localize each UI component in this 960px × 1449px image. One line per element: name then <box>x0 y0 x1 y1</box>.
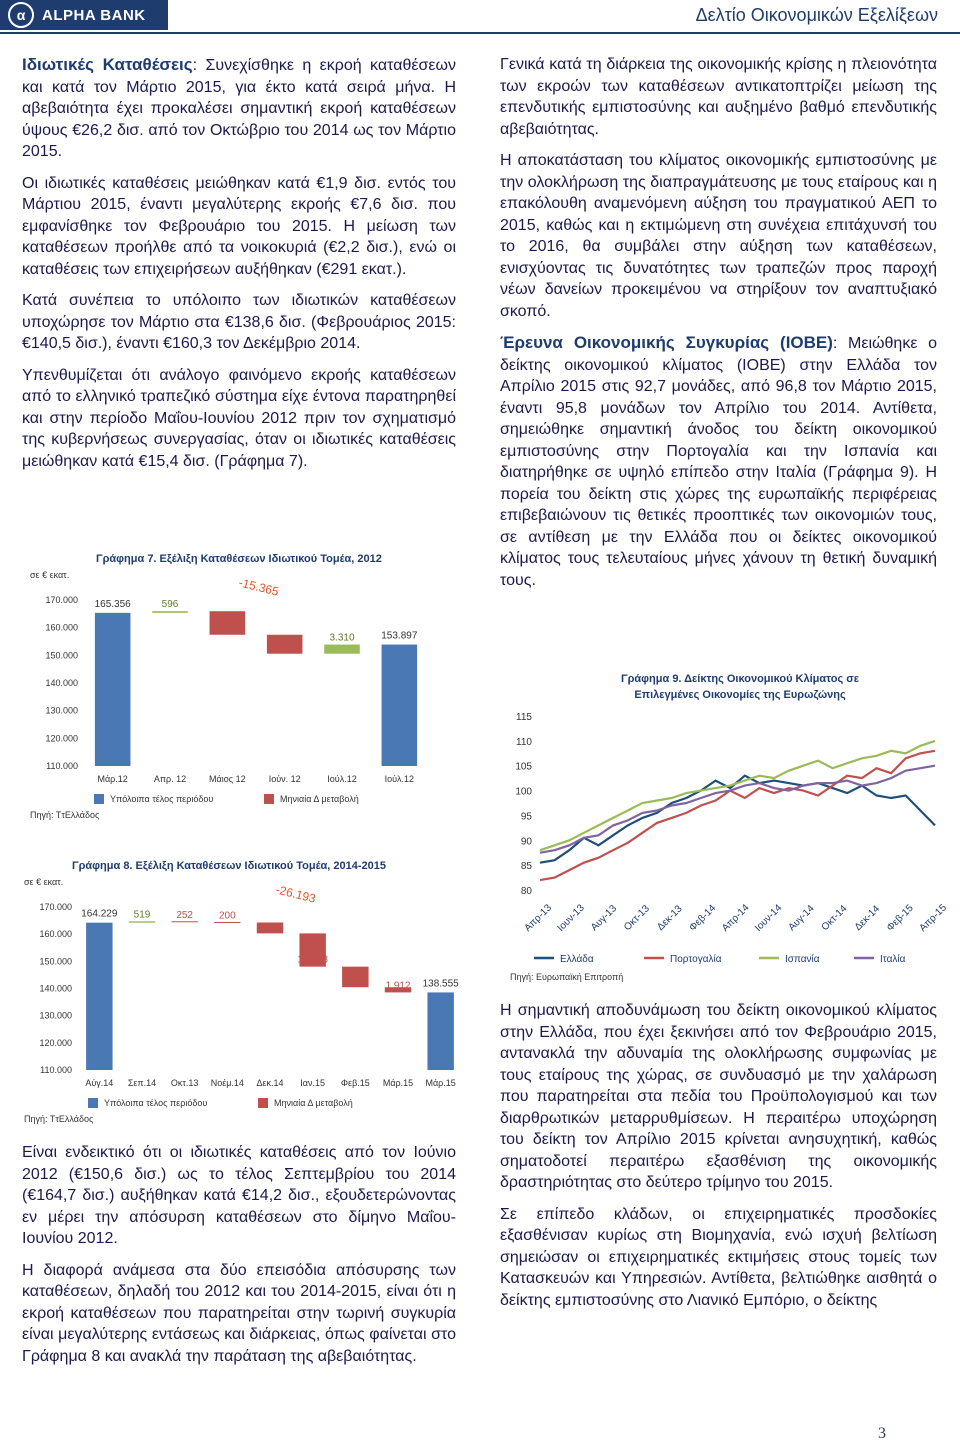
y-tick-label: 100 <box>515 786 532 798</box>
section-heading: Έρευνα Οικονομικής Συγκυρίας (ΙΟΒΕ) <box>500 333 833 352</box>
economic-climate-chart <box>500 668 950 993</box>
deposits-2012-chart <box>28 548 468 838</box>
paragraph <box>22 54 456 163</box>
x-tick-label: Μάρ.12 <box>97 774 128 784</box>
header-divider <box>0 32 960 34</box>
source-label: Πηγή: Ευρωπαϊκή Επιτροπή <box>510 972 624 982</box>
right-column <box>500 54 937 601</box>
x-tick-label: Ιούλ.12 <box>384 774 415 784</box>
paragraph: Η αποκατάσταση του κλίματος οικονομικής εμπιστοσύνης με την ολοκλήρωση της διαπραγμάτευσης με τους εταίρους και η επακόλουθη αναμενόμενη αύξηση του πραγματικού ΑΕΠ το 2015, καθώς και η εκτιμώμενη στη συνέχεια επιτάχυνσή του το 2016, θα συμβάλει στην αύξηση των καταθέσεων, ενισχύοντας τις δυνατότητες των τραπεζών προς παροχή νέων δανείων προκειμένου να στηρίξουν τον αναπτυξιακό σκοπό. <box>500 152 937 320</box>
unit-label: σε € εκατ. <box>24 877 64 887</box>
y-tick-label: 85 <box>520 861 532 873</box>
data-label: 8.514 <box>214 622 240 634</box>
data-label: 165.356 <box>94 598 131 610</box>
y-tick-label: 160.000 <box>39 929 72 940</box>
x-tick-label: Ιουν-13 <box>555 902 587 934</box>
bulletin-title: Δελτίο Οικονομικών Εξελίξεων <box>695 5 938 25</box>
source-label: Πηγή: ΤτΕλλάδος <box>30 810 100 820</box>
y-tick-label: 90 <box>520 836 532 848</box>
bar-delta <box>171 921 197 922</box>
x-tick-label: Ιούλ.12 <box>327 774 357 784</box>
chart-title: Επιλεγμένες Οικονομίες της Ευρωζώνης <box>634 689 846 701</box>
y-tick-label: 160.000 <box>45 622 78 633</box>
chart-title: Γράφημα 9. Δείκτης Οικονομικού Κλίματος σε <box>621 673 859 685</box>
data-label: 7.574 <box>342 975 368 987</box>
y-tick-label: 140.000 <box>45 678 78 688</box>
x-tick-label: Απρ-13 <box>522 902 555 935</box>
legend-label: Μηνιαία Δ μεταβολή <box>280 794 359 804</box>
x-tick-label: Αυγ-13 <box>589 903 620 934</box>
paragraph <box>500 332 937 591</box>
page-number: 3 <box>878 1425 886 1442</box>
y-tick-label: 110.000 <box>40 1065 72 1075</box>
bar-delta <box>129 921 155 922</box>
x-tick-label: Μάρ.15 <box>382 1078 414 1088</box>
y-tick-label: 130.000 <box>39 1010 72 1021</box>
y-tick-label: 150.000 <box>45 650 78 661</box>
x-tick-label: Οκτ-13 <box>622 903 652 934</box>
series-line <box>540 766 935 853</box>
x-tick-label: Ιουν-14 <box>752 902 785 934</box>
x-tick-label: Νοέμ.14 <box>210 1078 244 1088</box>
y-tick-label: 110.000 <box>46 761 78 771</box>
paragraph: Γενικά κατά τη διάρκεια της οικονομικής κρίσης η πλειονότητα των εκροών των καταθέσεων αντικατοπτρίζει μείωση της επενδυτικής εμπιστοσύνης και αυξημένο βαθμό επενδυτικής αβεβαιότητας. <box>500 56 937 138</box>
paragraph: Η σημαντική αποδυνάμωση του δείκτη οικονομικού κλίματος στην Ελλάδα, που έχει ξεκινήσει από τον Φεβρουάριο 2015, αντανακλά την αδυναμία της ολοκλήρωσης συμφωνίας με τους εταίρους της χώρας, σε συνδυασμό με την χαλάρωση που παρατηρείται στα πεδία του Προϋπολογισμού και των διαρθρωτικών μεταρρυθμίσεων. Η περαιτέρω υποχώρηση του δείκτη τον Απρίλιο 2015 κρίνεται ανησυχητική, καθώς σηματοδοτεί περαιτέρω εξασθένιση της οικονομικής δραστηριότητας στο δεύτερο τρίμηνο του 2015. <box>500 1002 937 1191</box>
bar-delta <box>152 611 188 613</box>
page-header <box>0 0 960 34</box>
y-tick-label: 130.000 <box>45 705 78 716</box>
paragraph: Κατά συνέπεια το υπόλοιπο των ιδιωτικών καταθέσεων υποχώρησε τον Μάρτιο στα €138,6 δισ. (Φεβρουάριος 2015: €140,5 δισ.), έναντι €160,3 τον Δεκέμβριο 2014. <box>22 292 456 352</box>
x-tick-label: Αυγ-14 <box>786 903 817 934</box>
x-tick-label: Ιούν. 12 <box>268 774 301 784</box>
y-tick-label: 95 <box>520 811 532 823</box>
x-tick-label: Φεβ.15 <box>340 1078 370 1088</box>
data-label: 4.011 <box>257 921 283 933</box>
total-change-annotation: -15.365 <box>237 575 281 599</box>
legend-label: Ελλάδα <box>560 954 594 965</box>
source-label: Πηγή: ΤτΕλλάδος <box>24 1114 94 1124</box>
y-tick-label: 105 <box>515 761 532 773</box>
bar-total <box>86 923 112 1070</box>
total-change-annotation: -26.193 <box>274 882 318 906</box>
unit-label: σε € εκατ. <box>30 570 70 580</box>
series-line <box>540 751 935 880</box>
paragraph: Η διαφορά ανάμεσα στα δύο επεισόδια απόσυρσης των καταθέσεων, δηλαδή του 2012 και του 2014-2015, είναι ότι η εκροή καταθέσεων που παρατηρείται στην τωρινή συγκυρία είναι μεγαλύτερης εντάσεως και διάρκειας, όπως φαίνεται στο Γράφημα 8 και ανακλά την παράταση της αβεβαιότητας. <box>22 1261 456 1365</box>
legend-swatch-total <box>94 794 104 804</box>
bank-logo <box>0 0 168 30</box>
figure-7 <box>28 548 468 838</box>
legend-label: Ιταλία <box>880 954 906 965</box>
bar-total <box>95 613 131 766</box>
left-column-lower <box>22 1142 456 1377</box>
figure-8 <box>22 855 472 1130</box>
bar-delta <box>324 645 360 654</box>
x-tick-label: Φεβ-14 <box>687 902 719 934</box>
x-tick-label: Μάιος 12 <box>209 774 246 784</box>
data-label: 252 <box>176 909 194 921</box>
y-tick-label: 120.000 <box>45 733 78 744</box>
x-tick-label: Απρ. 12 <box>153 774 187 784</box>
x-tick-label: Απρ-14 <box>719 902 752 935</box>
x-tick-label: Δεκ-14 <box>852 903 883 933</box>
section-heading: Ιδιωτικές Καταθέσεις <box>22 55 193 74</box>
y-tick-label: 170.000 <box>45 595 78 605</box>
x-tick-label: Ιαν.15 <box>300 1078 326 1088</box>
paragraph-text: : Συνεχίσθηκε η εκροή καταθέσεων και κατά τον Μάρτιο 2015, για έκτο κατά σειρά μήνα. Η αβεβαιότητα έχει προκαλέσει σημαντική εκροή καταθέσεων ύψους €26,2 δισ. από τον Οκτώβριο του 2014 ως τον Μάρτιο 2015. <box>22 57 456 160</box>
right-column-lower <box>500 1000 937 1321</box>
paragraph: Οι ιδιωτικές καταθέσεις μειώθηκαν κατά €1,9 δισ. εντός του Μάρτιου 2015, έναντι μεγαλύτερης εκροής €7,6 δισ. που εμφανίσθηκε τον Φεβρουάριο του 2015. Η μείωση των καταθέσεων προήλθε από τα νοικοκυριά (€2,2 δισ.), ενώ οι καταθέσεις των επιχειρήσεων αυξήθηκαν (€291 εκατ.). <box>22 174 456 278</box>
y-tick-label: 120.000 <box>39 1037 72 1048</box>
left-column <box>22 54 456 482</box>
data-label: 164.229 <box>81 908 118 920</box>
data-label: 138.555 <box>422 978 459 990</box>
paragraph-text: : Μειώθηκε ο δείκτης οικονομικού κλίματος (ΙΟΒΕ) στην Ελλάδα τον Απρίλιο 2015 στις 92,7 μονάδες, από 96,8 τον Μάρτιο 2015, έναντι 95,8 μονάδων τον Απρίλιο του 2014. Αντίθετα, σημειώθηκε σημαντική άνοδος του δείκτη οικονομικού εμπιστοσύνης στην Πορτογαλία και την Ισπανία και διατηρήθηκε σε υψηλό επίπεδο στην Ιταλία (Γράφημα 9). Η πορεία του δείκτη στις χώρες της ευρωπαϊκής περιφέρειας επιβεβαιώνουν τις θετικές προοπτικές των οικονομιών τους, σε αντίθεση με την Ελλάδα που οι δείκτες οικονομικού κλίματος τους τελευταίους μήνες χάνουν τη θετική δυναμική τους. <box>500 335 937 589</box>
figure-9 <box>500 668 950 993</box>
alpha-logo-icon: α <box>8 2 34 28</box>
legend-label: Μηνιαία Δ μεταβολή <box>274 1098 353 1108</box>
chart-title: Γράφημα 7. Εξέλιξη Καταθέσεων Ιδιωτικού Τομέα, 2012 <box>96 553 382 565</box>
x-tick-label: Μάρ.15 <box>425 1078 456 1088</box>
legend-swatch-delta <box>264 794 274 804</box>
data-label: 6.851 <box>272 641 298 653</box>
x-tick-label: Οκτ-14 <box>819 903 850 934</box>
y-tick-label: 115 <box>516 712 532 723</box>
paragraph: Σε επίπεδο κλάδων, οι επιχειρηματικές προσδοκίες εξασθένισαν κυρίως στη Βιομηχανία, ενώ ισχυή βελτίωση σημειώσαν οι επιχειρηματικές εκτιμήσεις στους τομείς των Κατασκευών και Υπηρεσιών. Αντίθετα, βελτιώθηκε αισθητά ο δείκτης εμπιστοσύνης στο Λιανικό Εμπόριο, ο δείκτης <box>500 1205 937 1309</box>
x-tick-label: Αύγ.14 <box>85 1078 114 1088</box>
data-label: 3.310 <box>329 632 355 644</box>
data-label: 1.912 <box>385 980 411 992</box>
data-label: 519 <box>133 909 151 921</box>
deposits-2014-2015-chart <box>22 855 472 1130</box>
chart-title: Γράφημα 8. Εξέλιξη Καταθέσεων Ιδιωτικού Τομέα, 2014-2015 <box>72 860 387 872</box>
legend-label: Πορτογαλία <box>670 954 722 965</box>
bar-total <box>382 645 418 766</box>
y-tick-label: 140.000 <box>39 983 72 994</box>
paragraph: Είναι ενδεικτικό ότι οι ιδιωτικές καταθέσεις από τον Ιούνιο 2012 (€150,6 δισ.) ως το τέλος Σεπτεμβρίου του 2014 (€164,7 δισ.) αυξήθηκαν κατά €14,2 δισ., εξουδετερώνοντας εν μέρει την απόσυρση καταθέσεων στο δίμηνο Μαΐου-Ιουνίου 2012. <box>22 1144 456 1247</box>
x-tick-label: Δεκ-13 <box>655 903 685 933</box>
bar-total <box>427 992 453 1070</box>
data-label: 12.243 <box>297 954 328 966</box>
x-tick-label: Οκτ.13 <box>170 1078 199 1088</box>
y-tick-label: 150.000 <box>39 956 72 967</box>
legend-swatch-delta <box>258 1098 268 1108</box>
bar-delta <box>214 922 240 923</box>
legend-swatch-total <box>88 1098 98 1108</box>
y-tick-label: 80 <box>520 886 532 897</box>
x-tick-label: Φεβ-15 <box>884 902 916 934</box>
y-tick-label: 170.000 <box>39 902 72 912</box>
legend-label: Υπόλοιπα τέλος περιόδου <box>104 1098 208 1108</box>
legend-label: Υπόλοιπα τέλος περιόδου <box>110 794 214 804</box>
x-tick-label: Σεπ.14 <box>127 1078 157 1088</box>
x-tick-label: Δεκ.14 <box>256 1078 284 1088</box>
paragraph: Υπενθυμίζεται ότι ανάλογο φαινόμενο εκροής καταθέσεων από το ελληνικό τραπεζικό σύστημα είχε έντονα παρατηρηθεί και στην περίοδο Μαΐου-Ιουνίου 2012 πριν τον σχηματισμό της κυβερνήσεως συνεργασίας, όταν οι ιδιωτικές καταθέσεις μειώθηκαν κατά €15,4 δισ. (Γράφημα 7). <box>22 366 456 470</box>
data-label: 200 <box>218 910 236 922</box>
data-label: 153.897 <box>381 630 418 642</box>
legend-label: Ισπανία <box>785 954 820 965</box>
bank-name: ALPHA BANK <box>42 6 146 24</box>
x-tick-label: Απρ-15 <box>917 902 950 935</box>
y-tick-label: 110 <box>516 736 532 748</box>
data-label: 596 <box>161 599 179 611</box>
